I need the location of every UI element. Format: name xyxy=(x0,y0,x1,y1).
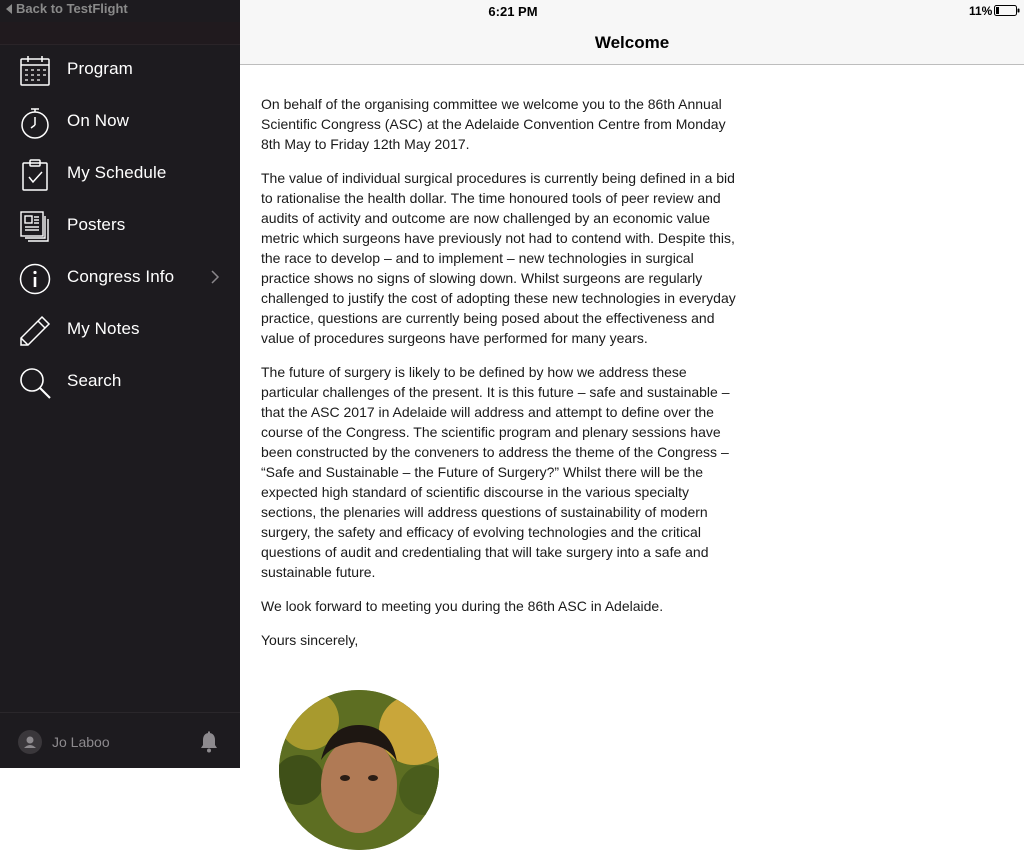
bell-icon[interactable] xyxy=(199,731,219,753)
sidebar-nav xyxy=(0,44,240,408)
sidebar-header-band xyxy=(0,22,240,45)
back-to-testflight-link[interactable] xyxy=(6,1,128,16)
user-name: Jo Laboo xyxy=(52,734,110,750)
sidebar-item-program[interactable] xyxy=(0,44,240,96)
sidebar-item-label: Program xyxy=(67,59,133,78)
sidebar-item-congress-info[interactable] xyxy=(0,252,240,304)
welcome-paragraph: The future of surgery is likely to be defined by how we address these particular challenges of the present. It is this future – safe and sustainable – that the ASC 2017 in Adelaide will address and attempt to define over the course of the Congress. The scientific program and plenary sessions have been constructed by the conveners to address the theme of the Congress – “Safe and Sustainable – the Future of Surgery?” Whilst there will be the expected high standard of scientific discourse in the various specialty sections, the plenaries will address questions of sustainability of modern surgery, the safety and efficacy of evolving technologies and the critical questions of audit and credentialing that will take surgery into a safe and sustainable future. xyxy=(261,364,730,580)
info-icon xyxy=(18,262,52,296)
sign-off: Yours sincerely, xyxy=(261,632,359,648)
page-title: Welcome xyxy=(594,33,670,52)
back-link-label: Back to TestFlight xyxy=(16,1,128,16)
welcome-paragraph: On behalf of the organising committee we welcome you to the 86th Annual Scientific Congress (ASC) at the Adelaide Convention Centre from Monday 8th May to Friday 12th May 2017. xyxy=(261,96,726,152)
status-bar xyxy=(240,0,1024,22)
sidebar-item-label: Search xyxy=(67,371,122,390)
back-chevron-icon xyxy=(6,4,12,14)
sidebar-item-label: My Schedule xyxy=(67,163,167,182)
sidebar-footer xyxy=(0,712,240,769)
sidebar-item-label: Congress Info xyxy=(67,267,175,286)
sidebar-topbar xyxy=(0,0,240,22)
pencil-icon xyxy=(18,314,52,348)
user-icon xyxy=(18,730,42,754)
stopwatch-icon xyxy=(18,106,52,140)
sidebar-item-label: On Now xyxy=(67,111,130,130)
status-time: 6:21 PM xyxy=(488,4,538,19)
welcome-content xyxy=(261,94,741,664)
sidebar-item-on-now[interactable] xyxy=(0,96,240,148)
main-panel xyxy=(240,0,1024,768)
navigation-bar xyxy=(240,22,1024,65)
clipboard-check-icon xyxy=(18,158,52,192)
author-portrait xyxy=(279,690,439,850)
sidebar-item-my-schedule[interactable] xyxy=(0,148,240,200)
calendar-icon xyxy=(18,54,52,88)
search-icon xyxy=(18,366,52,400)
welcome-paragraph: We look forward to meeting you during the 86th ASC in Adelaide. xyxy=(261,598,664,614)
sidebar-item-my-notes[interactable] xyxy=(0,304,240,356)
battery-percentage: 11% xyxy=(969,4,993,18)
documents-icon xyxy=(18,210,52,244)
welcome-paragraph: The value of individual surgical procedures is currently being defined in a bid to rationalise the health dollar. The time honoured tools of peer review and audits of activity and outcome are now challenged by an economic value metric which surgeons have previously not had to contend with. Despite this, the race to develop – and to implement – new technologies in surgical practice shows no signs of slowing down. Whilst surgeons are regularly challenged to justify the cost of adopting these new technologies in everyday practice, questions are currently being posed about the effectiveness and value of procedures surgeons have performed for many years. xyxy=(261,170,736,346)
sidebar xyxy=(0,0,240,768)
sidebar-item-label: My Notes xyxy=(67,319,140,338)
chevron-right-icon xyxy=(210,270,220,284)
sidebar-item-posters[interactable] xyxy=(0,200,240,252)
avatar[interactable] xyxy=(18,730,42,754)
sidebar-item-search[interactable] xyxy=(0,356,240,408)
battery-icon xyxy=(994,5,1020,16)
sidebar-item-label: Posters xyxy=(67,215,126,234)
